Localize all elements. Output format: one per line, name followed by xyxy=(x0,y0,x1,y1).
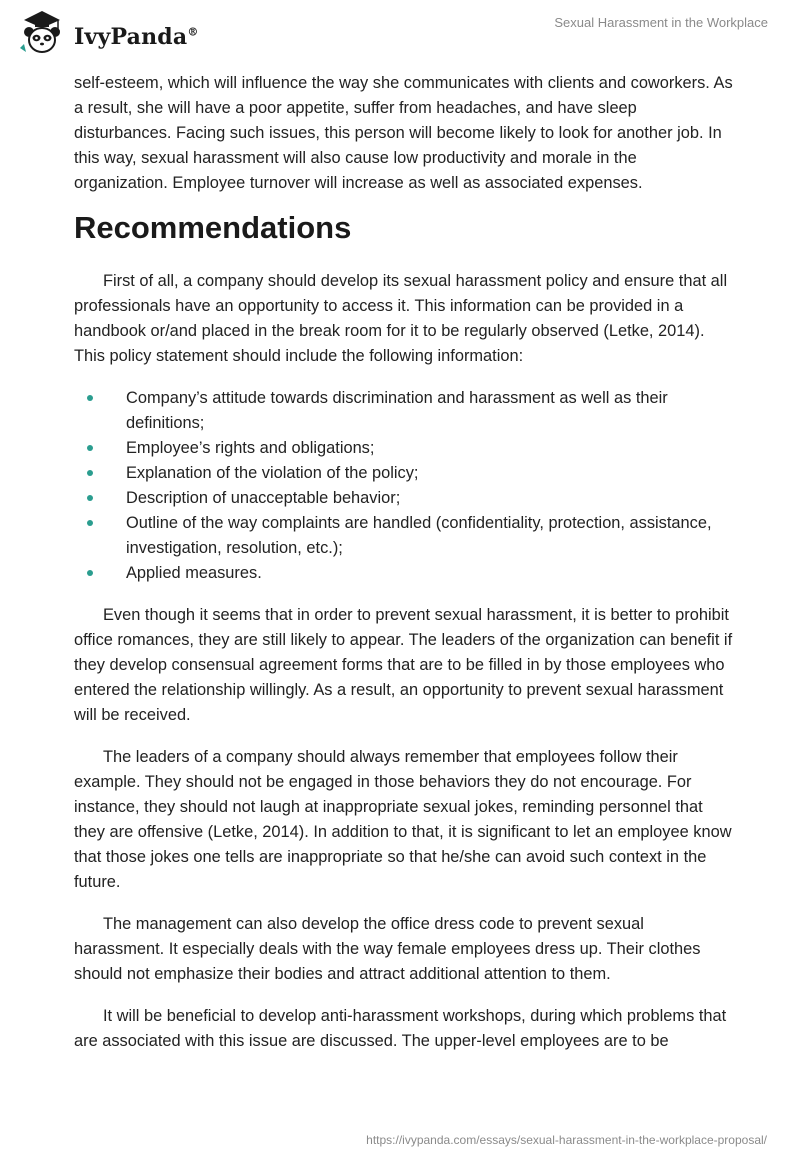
bullet-dot-icon xyxy=(87,495,93,501)
brand-logo[interactable] xyxy=(14,8,199,61)
bullet-dot-icon xyxy=(87,520,93,526)
panda-graduate-logo-icon xyxy=(14,8,70,61)
bullet-dot-icon xyxy=(87,395,93,401)
paragraph-workshops: It will be beneficial to develop anti-harassment workshops, during which problems that are associated with this issue are discussed. The upper-level employees are to be xyxy=(74,1007,727,1050)
list-item: Description of unacceptable behavior; xyxy=(74,486,734,511)
bullet-dot-icon xyxy=(87,470,93,476)
policy-bullet-list xyxy=(74,386,734,586)
list-item: Outline of the way complaints are handled (confidentiality, protection, assistance, investigation, resolution, etc.); xyxy=(74,511,734,561)
essay-body xyxy=(74,71,734,1071)
bullet-dot-icon xyxy=(87,445,93,451)
running-title: Sexual Harassment in the Workplace xyxy=(554,15,768,30)
paragraph-policy: First of all, a company should develop its sexual harassment policy and ensure that all professionals have an opportunity to access it. This information can be provided in a handbook or/and placed in the break room for it to be regularly observed (Letke, 2014). This policy statement should include the following information: xyxy=(74,272,728,365)
paragraph-leaders-example: The leaders of a company should always remember that employees follow their example. They should not be engaged in those behaviors they do not encourage. For instance, they should not laugh at inappropriate sexual jokes, reminding personnel that they are offensive (Letke, 2014). In addition to that, it is significant to let an employee know that those jokes one tells are inappropriate so that he/she can avoid such context in the future. xyxy=(74,748,732,891)
brand-name: IvyPanda® xyxy=(74,23,199,50)
bullet-dot-icon xyxy=(87,570,93,576)
source-url-link[interactable]: https://ivypanda.com/essays/sexual-harassment-in-the-workplace-proposal/ xyxy=(366,1133,767,1147)
list-item: Company’s attitude towards discrimination and harassment as well as their definitions; xyxy=(74,386,734,436)
list-item: Employee’s rights and obligations; xyxy=(74,436,734,461)
paragraph-dress-code: The management can also develop the office dress code to prevent sexual harassment. It especially deals with the way female employees dress up. Their clothes should not emphasize their bodies and attract additional attention to them. xyxy=(74,915,701,983)
list-item: Explanation of the violation of the policy; xyxy=(74,461,734,486)
section-heading: Recommendations xyxy=(74,210,352,245)
intro-paragraph: self-esteem, which will influence the way she communicates with clients and coworkers. As a result, she will have a poor appetite, suffer from headaches, and have sleep disturbances. Facing such issues, this person will become likely to look for another job. In this way, sexual harassment will also cause low productivity and morale in the organization. Employee turnover will increase as well as associated expenses. xyxy=(74,74,733,192)
paragraph-office-romance: Even though it seems that in order to prevent sexual harassment, it is better to prohibit office romances, they are still likely to appear. The leaders of the organization can benefit if they develop consensual agreement forms that are to be filled in by those employees who entered the relationship willingly. As a result, an opportunity to prevent sexual harassment will be received. xyxy=(74,606,733,724)
page-header xyxy=(0,0,800,64)
list-item: Applied measures. xyxy=(74,561,734,586)
